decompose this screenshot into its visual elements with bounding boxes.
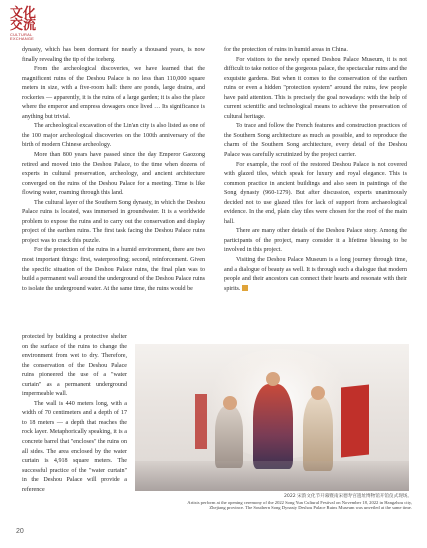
paragraph: There are many other details of the Deshou Palace story. Among the participants of the project, many consider it a lifetime blessing to be involved in this project. — [224, 228, 407, 254]
right-column — [224, 46, 407, 294]
logo-en: CULTURAL EXCHANGE — [10, 32, 35, 41]
performer-center — [253, 384, 293, 469]
caption-cn: 2022 宋韵文化节开幕暨南宋德寿宫遗址博物馆开馆仪式现场。 — [284, 494, 412, 499]
logo-cn-line1: 文化 — [10, 6, 37, 21]
left-column-narrow — [22, 333, 127, 495]
logo-cn-line2: 交流 — [10, 18, 37, 33]
magazine-logo — [10, 8, 48, 46]
left-column — [22, 46, 205, 294]
banner-left — [195, 394, 207, 449]
paragraph: dynasty, which has been dormant for nearly a thousand years, is now finally revealing the tip of the iceberg. — [22, 47, 205, 63]
paragraph: For example, the roof of the restored Deshou Palace is not covered with glazed tiles, which speak for luxury and royal elegance. This is common practice in ancient buildings and also seen in paintings of the Song dynasty (960-1279). But after discussion, experts unanimously decided not to use glazed tiles for lack of support from archaeological evidence. In the end, plain clay tiles were chosen for the roof of the main hall. — [224, 161, 407, 225]
paragraph: From the archeological discoveries, we have learned that the magnificent ruins of the Deshou Palace is no less than 110,000 square meters in size, with a five-room hall: there are ponds, large drains, and rockeries — apparently, it is the ruins of a large garden; it is also the place where the emperor and empress dowagers once lived … Its significance is anything but trivial. — [22, 66, 205, 120]
paragraph: More than 800 years have passed since the day Emperor Gaozong retired and moved into the Deshou Palace, to the time when dozens of experts in cultural preservation, archeology, and ancient architecture converged on the ruins of the Deshou Palace for a meeting. Time is like flowing water, roaming through this land. — [22, 152, 205, 197]
performer-head — [223, 396, 237, 410]
paragraph: To trace and follow the French features and construction practices of the Southern Song architecture as much as possible, and to reproduce the charm of the Southern Song architecture, every detail of the Deshou Palace was carefully scrutinized by the project carrier. — [224, 123, 407, 159]
performer-left — [215, 406, 243, 468]
paragraph: The cultural layer of the Southern Song dynasty, in which the Deshou Palace ruins is located, was immersed in groundwater. It is a worldwide problem to expose the ruins and to carry out the conservation and display project of the earthen ruins. The first task facing the Deshou Palace ruins project was to crack this puzzle. — [22, 199, 205, 244]
performer-head — [311, 386, 325, 400]
paragraph: The wall is 440 meters long, with a width of 70 centimeters and a depth of 17 to 18 meters — a depth that reaches the rock layer. Metaphorically speaking, it is a concrete barrel that "encloses" the ruins on all sides. The area enclosed by the water curtain is 4,918 square meters. The successful practice of the "water curtain" in the Deshou Palace will provide a reference — [22, 400, 127, 493]
paragraph-final — [224, 256, 407, 294]
red-banner — [341, 385, 369, 458]
caption-en: Artists perform at the opening ceremony of the 2022 Song Yun Cultural Festival on November 18, 2022 in Hangzhou city, Zhejiang province. The Southern Song Dynasty Deshou Palace Ruins Museum was unveiled at the same time. — [187, 499, 412, 511]
paragraph-text: Visiting the Deshou Palace Museum is a long journey through time, and a dialogue of beauty as well. It is through such a dialogue that modern people and their ancestors can connect their hearts and resonate with their spirits. — [224, 257, 407, 292]
page-number: 20 — [16, 528, 24, 535]
paragraph: For visitors to the newly opened Deshou Palace Museum, it is not difficult to take notice of the gorgeous palace, the spectacular ruins and the exquisite gardens. But when it comes to the conservation of the earthen ruins or even a hidden "protection system" around the ruins, few people have paid attention. This is precisely the goal nowadays: with the help of current scientific and technological means to achieve the preservation of cultural heritage. — [224, 56, 407, 120]
paragraph: For the protection of the ruins in a humid environment, there are two most important things: first, waterproofing; second, reinforcement. Given the specific situation of the Deshou Palace ruins, the final plan was to build a permanent wall around the underground of the Deshou Palace ruins to isolate the underground water. At the same time, the ruins would be — [22, 247, 205, 292]
end-mark-icon — [242, 285, 248, 291]
photo-caption — [170, 494, 412, 511]
paragraph: The archeological excavation of the Lin'an city is also listed as one of the 100 major archeological discoveries on the 100th anniversary of the birth of modern Chinese archeology. — [22, 123, 205, 149]
stage-floor — [135, 461, 409, 491]
paragraph: for the protection of ruins in humid areas in China. — [224, 47, 348, 53]
paragraph: protected by building a protective shelter on the surface of the ruins to change the environment from wet to dry. Therefore, the conservation of the Deshou Palace ruins pioneered the use of a "water curtain" as a permanent underground impermeable wall. — [22, 334, 127, 398]
stage-performance-photo — [135, 344, 409, 491]
performer-head — [266, 372, 280, 386]
performer-right — [303, 396, 333, 471]
